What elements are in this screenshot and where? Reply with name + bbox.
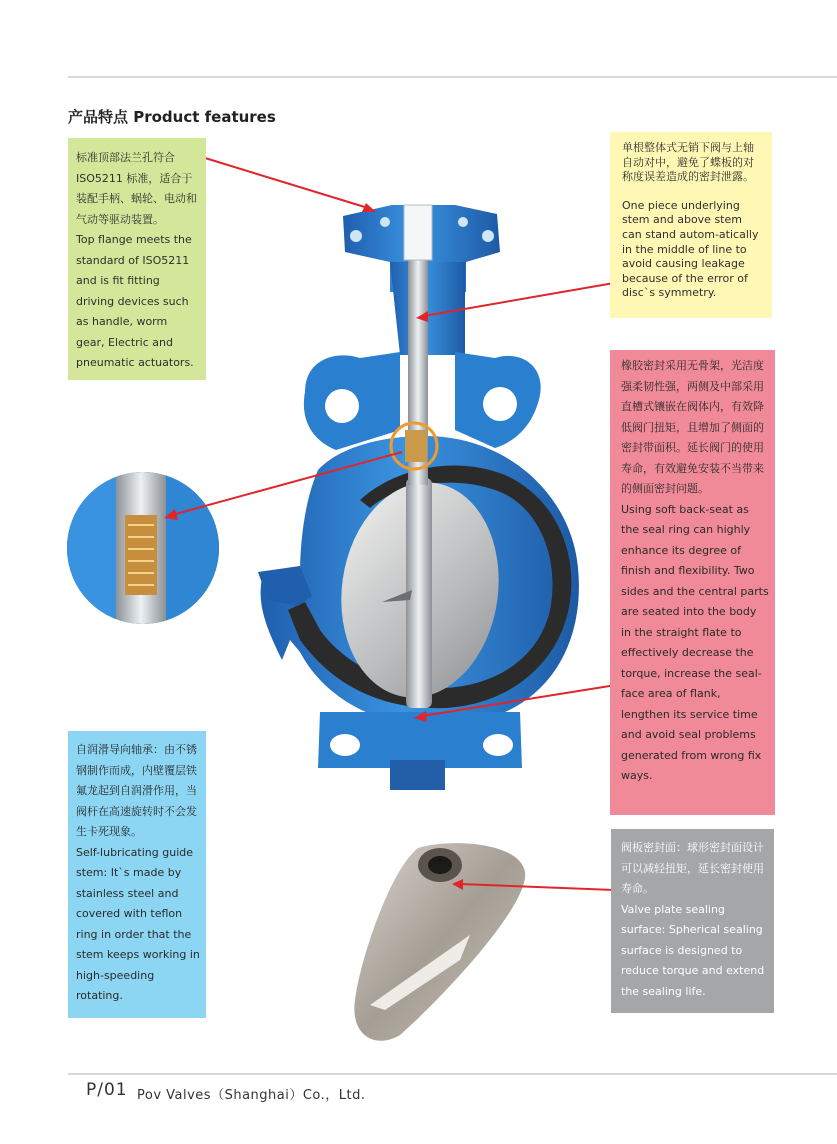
callout-disc [611,829,774,1013]
callout-stem [610,132,772,318]
section-title: 产品特点 Product features [68,108,276,126]
company-name: Pov Valves（Shanghai）Co.，Ltd. [137,1088,366,1103]
callout-guide-zh: 自润滑导向轴承：由不锈钢制作而成，内壁覆层铁氟龙起到自润滑作用，当阀杆在高速旋转时不会发生卡死现象。 [76,743,197,838]
callout-top-flange-en: Top flange meets the standard of ISO5211 and is fit fitting driving devices such as handle, worm gear, Electric and pneumatic actuators. [76,233,194,369]
callout-guide-en: Self-lubricating guide stem: It`s made by stainless steel and covered with teflon ring in order that the stem keeps working in high-speeding rotating. [76,845,200,1002]
callout-disc-en: Valve plate sealing surface: Spherical sealing surface is designed to reduce torque and extend the sealing life. [621,902,765,998]
callout-disc-zh: 阀板密封面：球形密封面设计可以减轻扭矩，延长密封使用寿命。 [621,841,764,895]
callout-seat [610,350,775,815]
callout-seat-zh: 橡胶密封采用无骨架，光洁度强柔韧性强，两侧及中部采用直槽式镶嵌在阀体内，有效降低阀门扭矩，且增加了侧面的密封带面积。延长阀门的使用寿命，有效避免安装不当带来的侧面密封问题。 [621,359,764,495]
callout-stem-en: One piece underlying stem and above stem can stand autom-atically in the middle of line to avoid causing leakage because of the error of disc`s symmetry. [622,198,759,300]
callout-guide [68,731,206,1018]
callout-top-flange-zh: 标准顶部法兰孔符合ISO5211 标准，适合于装配手柄、蜗轮、电动和气动等驱动装置。 [76,151,197,226]
bottom-divider [68,1073,837,1075]
stem-top [404,205,432,260]
callout-stem-zh: 单根整体式无销下阀与上轴自动对中，避免了蝶板的对称度误差造成的密封泄露。 [622,141,754,184]
callout-seat-en: Using soft back-seat as the seal ring can highly enhance its degree of finish and flexibility. Two sides and the central parts are seated into the body in the straight flate to effectively decrease the torque, increase the seal-face area of flank, lengthen its service time and avoid seal problems generated from wrong fix ways. [621,502,769,782]
callout-top-flange [68,138,206,380]
bushing [405,430,427,462]
bottom-body [318,712,522,790]
zoom-inset [60,470,230,630]
page-number: P/01 [86,1080,128,1100]
disc-part [354,843,525,1041]
